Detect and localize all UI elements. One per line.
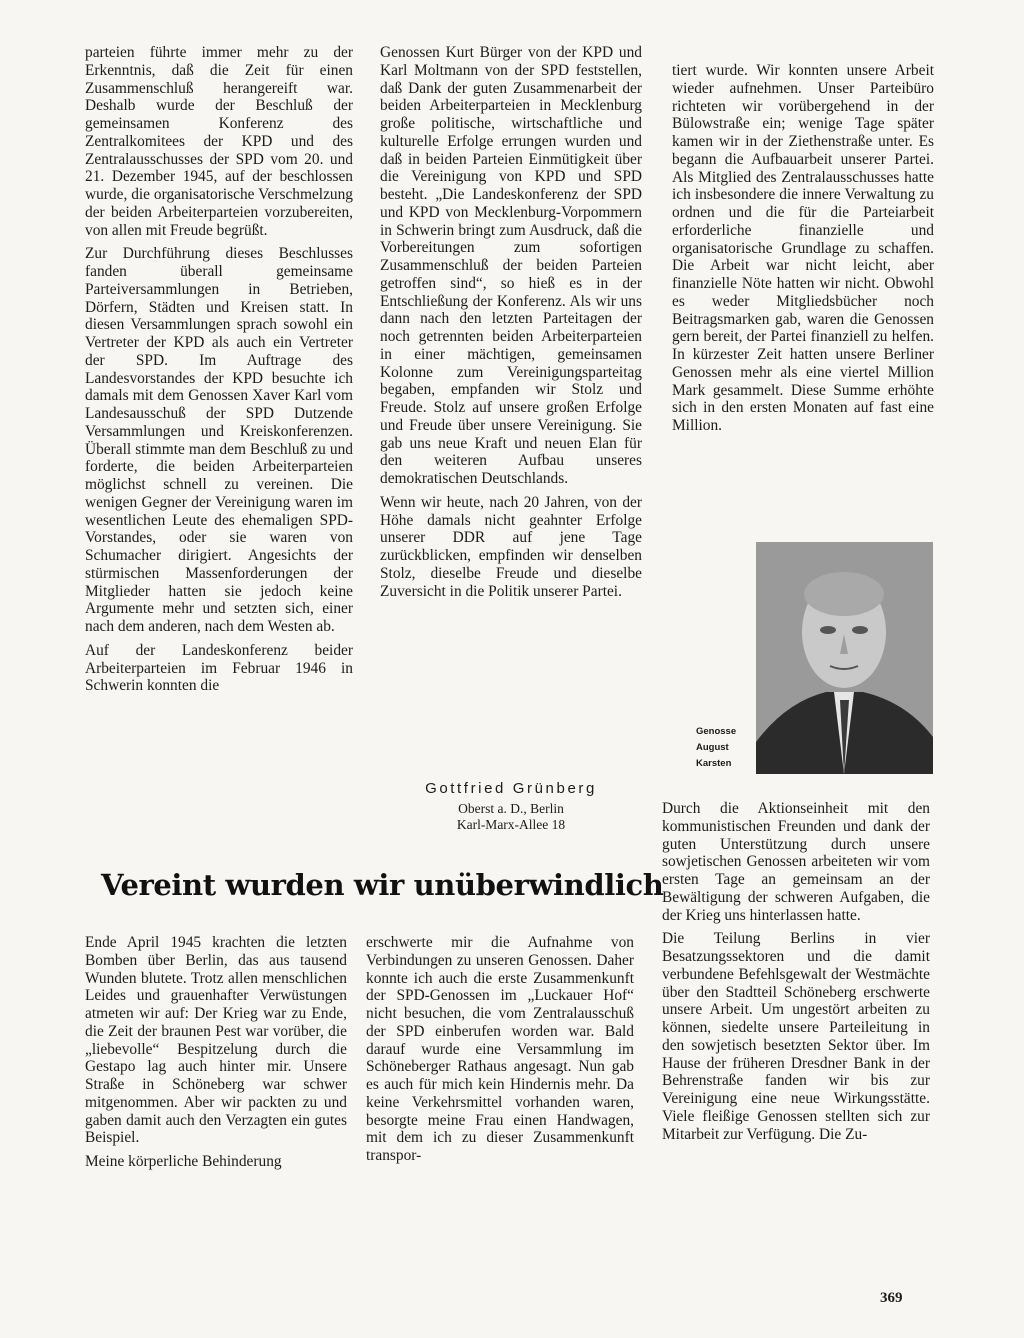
portrait-figure — [756, 542, 933, 774]
paragraph: erschwerte mir die Aufnahme von Verbindungen zu unseren Genossen. Daher konnte ich auch die erste Zusammenkunft der SPD-Genossen im „Luckauer Hof“ nicht besuchen, die vom Zentralausschuß der SPD einberufen worden war. Bald darauf wurde eine Versammlung im Schöneberger Rathaus angesagt. Nun gab es auch für mich kein Hindernis mehr. Da keine Verkehrsmittel vorhanden waren, besorgte meine Frau einen Handwagen, mit dem ich zu dieser Zusammenkunft transpor- — [366, 934, 634, 1164]
article-headline: Vereint wurden wir unüberwindlich — [101, 868, 664, 902]
caption-line: August — [696, 742, 729, 753]
paragraph: Zur Durchführung dieses Beschlusses fanden überall gemeinsame Parteiversammlungen in Betrieben, Dörfern, Städten und Kreisen statt. In diesen Versammlungen sprach sowohl ein Vertreter der KPD als auch ein Vertreter der SPD. Im Auftrage des Landesvorstandes der KPD besuchte ich damals mit dem Genossen Xaver Karl vom Landesausschuß der SPD Dutzende Versammlungen und Kreiskonferenzen. Überall stimmte man dem Beschluß zu und forderte, die beiden Arbeiterparteien möglichst schnell zu vereinen. Die wenigen Gegner der Vereinigung waren im wesentlichen Leute des ehemaligen SPD-Vorstandes, oder sie waren von Schumacher dirigiert. Angesichts der stürmischen Massenforderungen der Mitglieder hatten sie jedoch keine Argumente mehr und setzten sich, einer nach dem anderen, nach dem Westen ab. — [85, 245, 353, 635]
top-column-2 — [380, 44, 642, 606]
right-lower-column — [662, 800, 930, 1149]
caption-line: Karsten — [696, 758, 732, 769]
author-signature — [380, 780, 642, 833]
paragraph: Genossen Kurt Bürger von der KPD und Karl Moltmann von der SPD feststellen, daß Dank der guten Zusammenarbeit der beiden Arbeiterparteien in Mecklenburg große politische, wirtschaftliche und kulturelle Erfolge errungen wurden und daß in beiden Parteien Einmütigkeit über die Vereinigung von KPD und SPD besteht. „Die Landeskonferenz der SPD und KPD von Mecklenburg-Vorpommern in Schwerin bringt zum Ausdruck, daß die Vorbereitungen zum sofortigen Zusammenschluß der beiden Parteien getroffen sind“, so hieß es in der Entschließung der Konferenz. Als wir uns dann nach den letzten Parteitagen der noch getrennten beiden Arbeiterparteien in einer mächtigen, gemeinsamen Kolonne zum Vereinigungsparteitag begaben, empfanden wir Stolz und Freude. Stolz auf unsere großen Erfolge und Freude über unsere Vereinigung. Sie gab uns neue Kraft und neuen Elan für den weiteren Aufbau unseres demokratischen Deutschlands. — [380, 44, 642, 487]
caption-line: Genosse — [696, 726, 737, 737]
paragraph: Die Teilung Berlins in vier Besatzungssektoren und die damit verbundene Befehlsgewalt der Westmächte über den Stadtteil Schöneberg erschwerte unsere Arbeit. Um ungestört arbeiten zu können, siedelte unsere Parteileitung in den sowjetisch besetzten Sektor über. Im Hause der früheren Dresdner Bank in der Behrenstraße fanden wir bis zur Vereinigung eine neue Wirkungsstätte. Viele fleißige Genossen stellten sich zur Mitarbeit zur Verfügung. Die Zu- — [662, 930, 930, 1143]
author-title: Oberst a. D., Berlin — [458, 801, 564, 816]
paragraph: Ende April 1945 krachten die letzten Bomben über Berlin, das aus tausend Wunden blutete. Trotz allen menschlichen Leides und grauenhafter Verwüstungen atmeten wir auf: Der Krieg war zu Ende, die Zeit der braunen Pest war vorüber, die „liebevolle“ Bespitzelung durch die Gestapo lag auch hinter mir. Unsere Straße in Schöneberg war schwer mitgenommen. Aber wir packten zu und gaben damit auch den Verzagten ein gutes Beispiel. — [85, 934, 347, 1147]
paragraph: parteien führte immer mehr zu der Erkenntnis, daß die Zeit für einen Zusammenschluß herangereift war. Deshalb wurde der Beschluß der gemeinsamen Konferenz des Zentralkomitees der KPD und des Zentralausschusses der SPD vom 20. und 21. Dezember 1945, auf der beschlossen wurde, die organisatorische Verschmelzung der beiden Arbeiterparteien vorzubereiten, von allen mit Freude begrüßt. — [85, 44, 353, 239]
bottom-column-1 — [85, 934, 347, 1177]
paragraph: Meine körperliche Behinderung — [85, 1153, 282, 1170]
paragraph: tiert wurde. Wir konnten unsere Arbeit wieder aufnehmen. Unser Parteibüro richteten wir vorübergehend in der Bülowstraße ein; wenige Tage später kamen wir in der Ziethenstraße unter. Es begann die Aufbauarbeit unserer Partei. Als Mitglied des Zentralausschusses hatte ich insbesondere die innere Verwaltung zu ordnen und die für die Parteiarbeit erforderliche finanzielle und organisatorische Grundlage zu schaffen. Die Arbeit war nicht leicht, aber finanzielle Nöte hatten wir nicht. Obwohl es weder Mitgliedsbücher noch Beitragsmarken gab, waren die Genossen gern bereit, der Partei finanziell zu helfen. In kürzester Zeit hatten unsere Berliner Genossen mehr als eine viertel Million Mark gesammelt. Diese Summe erhöhte sich in den ersten Monaten auf fast eine Million. — [672, 62, 934, 434]
top-column-1 — [85, 44, 353, 701]
portrait-photo — [756, 542, 933, 774]
bottom-column-2 — [366, 934, 634, 1171]
paragraph: Auf der Landeskonferenz beider Arbeiterparteien im Februar 1946 in Schwerin konnten die — [85, 641, 353, 695]
author-address: Karl-Marx-Allee 18 — [456, 817, 566, 832]
page-number: 369 — [880, 1290, 903, 1306]
top-column-3 — [672, 62, 934, 441]
author-name: Gottfried Grünberg — [425, 780, 597, 797]
paragraph: Wenn wir heute, nach 20 Jahren, von der Höhe damals nicht geahnter Erfolge unserer DDR auf jene Tage zurückblicken, empfinden wir denselben Stolz, dieselbe Freude und dieselbe Zuversicht in die Politik unserer Partei. — [380, 493, 642, 600]
paragraph: Durch die Aktionseinheit mit den kommunistischen Freunden und dank der guten Unterstützung durch unsere sowjetischen Genossen arbeiteten wir vom ersten Tage an gemeinsam an der Bewältigung der schweren Aufgaben, die der Krieg uns hinterlassen hatte. — [662, 800, 930, 924]
photo-caption — [696, 724, 756, 772]
